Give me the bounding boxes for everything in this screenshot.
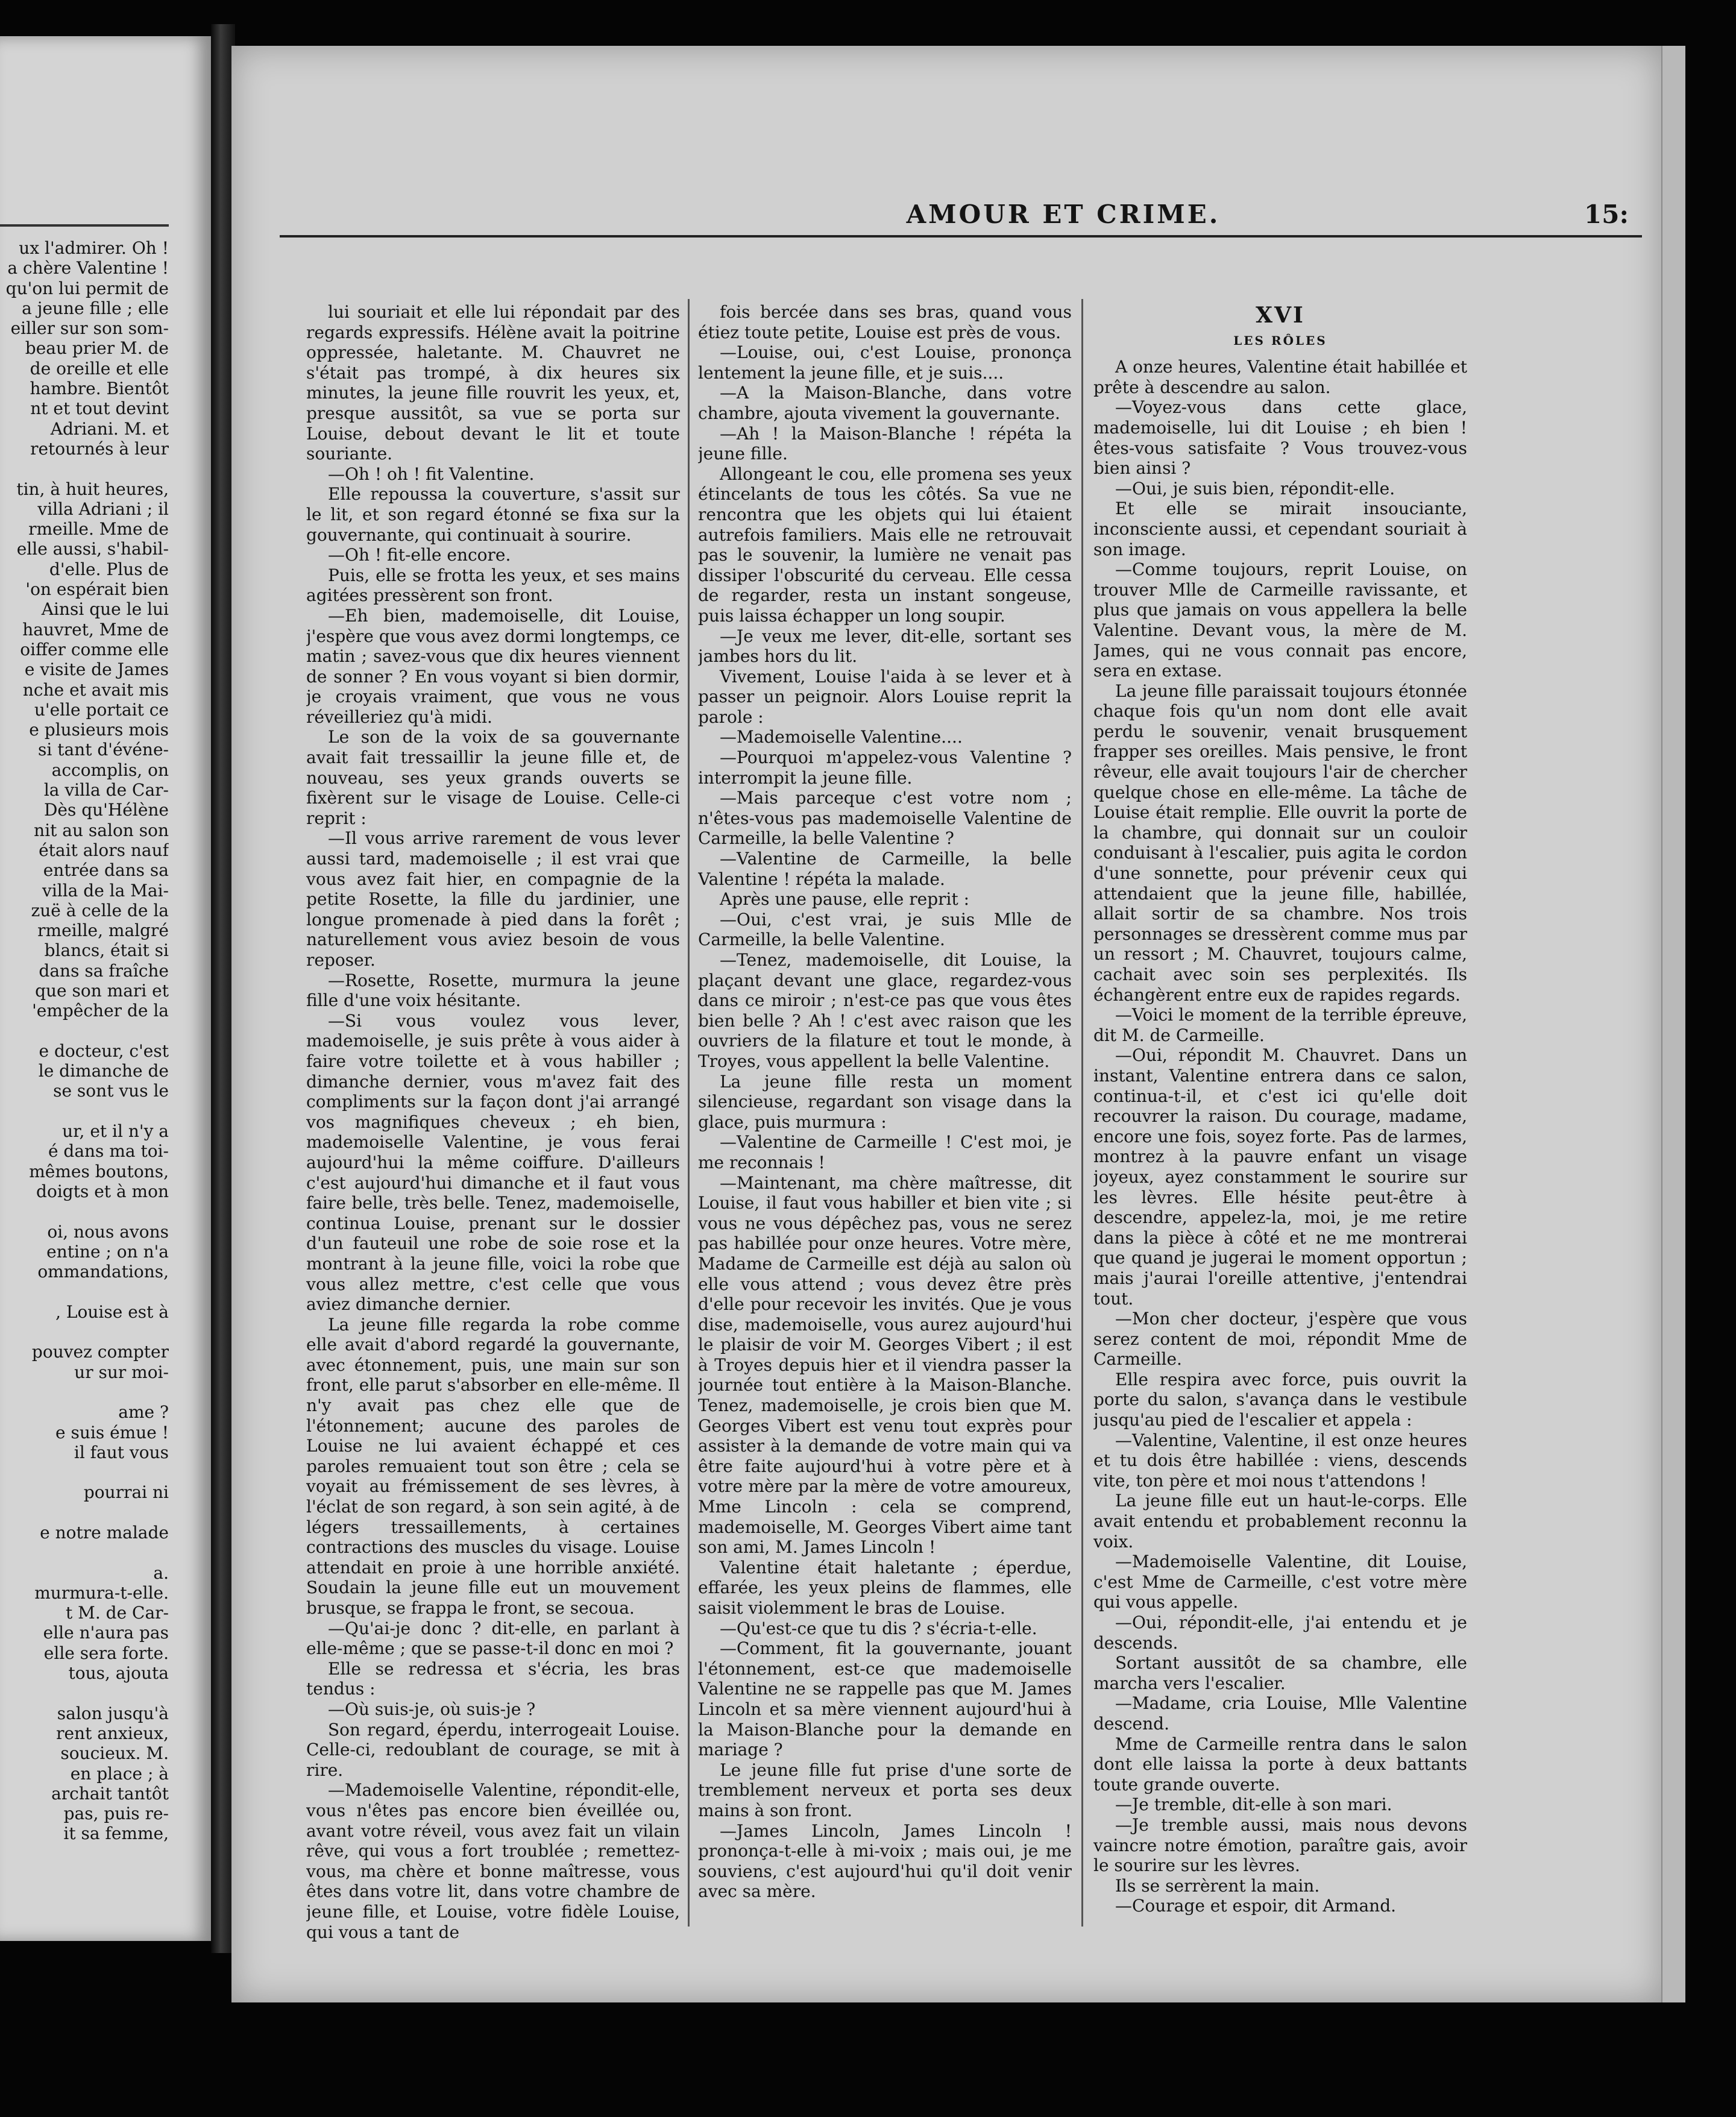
column-divider [688, 299, 690, 1927]
facing-page-left [0, 36, 211, 1941]
text-line: elle n'aura pas [43, 1623, 169, 1643]
paragraph: —Maintenant, ma chère maîtresse, dit Louise, il faut vous habiller et bien vite ; si vous ne vous dépêchez pas, vous ne serez pas habillée pour onze heures. Votre mère, Madame de Carmeille est déjà au salon où elle vous attend ; vous devez être près d'elle pour recevoir les invités. Que je vous dise, mademoiselle, vous aurez aujourd'hui le plaisir de voir M. Georges Vibert ; il est à Troyes depuis hier et il viendra passer la journée tout entière à la Maison-Blanche. Tenez, mademoiselle, je crois bien que M. Georges Vibert est venu tout exprès pour assister à la demande de votre main qui va être faite aujourd'hui à votre père et à votre mère par la mère de votre amoureux, Mme Lincoln : cela se comprend, mademoiselle, M. Georges Vibert aime tant son ami, M. James Lincoln ! [698, 1172, 1072, 1558]
text-line: Adriani. M. et [50, 418, 169, 439]
paragraph: —Mademoiselle Valentine.... [720, 727, 963, 747]
text-line [0, 1462, 169, 1482]
paragraph: La jeune fille resta un moment silencieuse, regardant son visage dans la glace, puis murmura : [698, 1071, 1072, 1132]
paragraph: Après une pause, elle reprit : [720, 889, 970, 910]
facing-page-column-fragment [0, 238, 169, 1926]
text-line: salon jusqu'à [57, 1703, 169, 1723]
text-line: Ainsi que le lui [41, 599, 169, 620]
text-line: a jeune fille ; elle [22, 298, 169, 318]
paragraph: La jeune fille paraissait toujours étonnée chaque fois qu'un nom dont elle avait perdu le souvenir, venait brusquement frapper ses oreilles. Mais pensive, le front rêveur, elle avait toujours l'air de chercher quelque chose en elle-même. La tâche de Louise était remplie. Elle ouvrit la porte de la chambre, qui donnait sur un couloir conduisant à l'escalier, puis agita le cordon d'une sonnette, pour prévenir ceux qui attendaient que la jeune fille, habillée, allait sortir de sa chambre. Nos trois personnages se dressèrent comme mus par un ressort ; M. Chauvret, toujours calme, cachait avec soin ses perplexités. Ils échangèrent entre eux de rapides regards. [1093, 681, 1467, 1005]
page-edge [1661, 46, 1685, 2002]
paragraph: —Courage et espoir, dit Armand. [1115, 1896, 1397, 1916]
paragraph: Sortant aussitôt de sa chambre, elle marcha vers l'escalier. [1093, 1653, 1467, 1693]
paragraph: Elle se redressa et s'écria, les bras tendus : [306, 1658, 680, 1699]
text-line: e suis émue ! [55, 1422, 169, 1442]
text-line: entine ; on n'a [46, 1241, 169, 1262]
text-line: a. [153, 1562, 169, 1583]
text-line: blancs, était si [44, 940, 169, 961]
text-line: e visite de James [24, 659, 169, 680]
text-column-2 [698, 302, 1072, 1954]
text-line: pas, puis re- [63, 1804, 169, 1824]
text-line: a chère Valentine ! [7, 258, 169, 278]
paragraph: Ils se serrèrent la main. [1115, 1875, 1320, 1896]
paragraph: —Je veux me lever, dit-elle, sortant ses jambes hors du lit. [698, 626, 1072, 667]
text-line: archait tantôt [51, 1783, 169, 1804]
text-line: ur sur moi- [74, 1362, 169, 1382]
text-line [0, 1543, 169, 1562]
paragraph: —Si vous voulez vous lever, mademoiselle, je suis prête à vous aider à faire votre toilette et à vous habiller ; dimanche dernier, vous m'avez fait des compliments sur la façon dont j'ai arrangé vos magnifiques cheveux ; eh bien, mademoiselle Valentine, je vous ferai aujourd'hui la même coiffure. D'ailleurs c'est aujourd'hui dimanche et il faut vous faire belle, très belle. Tenez, mademoiselle, continua Louise, prenant sur le dossier d'un fauteuil une robe de soie rose et la montrant à la jeune fille, voici la robe que vous allez mettre, c'est celle que vous aviez dimanche dernier. [306, 1010, 680, 1315]
text-line: murmura-t-elle. [34, 1582, 169, 1603]
paragraph: —Eh bien, mademoiselle, dit Louise, j'espère que vous avez dormi longtemps, ce matin ; savez-vous que dix heures viennent de sonner ? En vous voyant si bien dormir, je croyais vraiment, que vous ne vous réveilleriez qu'à midi. [306, 605, 680, 727]
text-line: soucieux. M. [60, 1743, 169, 1764]
text-line: retournés à leur [30, 438, 169, 459]
text-line: e plusieurs mois [29, 720, 169, 740]
text-line: villa de la Mai- [42, 880, 169, 901]
paragraph: —Madame, cria Louise, Mlle Valentine descend. [1093, 1693, 1467, 1734]
text-column-3 [1093, 302, 1467, 1954]
paragraph: Le son de la voix de sa gouvernante avait fait tressaillir la jeune fille et, de nouveau, ses yeux grands ouverts se fixèrent sur le visage de Louise. Celle-ci reprit : [306, 727, 680, 828]
text-line: si tant d'événe- [38, 740, 169, 760]
paragraph: —Comme toujours, reprit Louise, on trouver Mlle de Carmeille ravissante, et plus que jamais on vous appellera la belle Valentine. Devant vous, la mère de M. James, qui ne vous connait pas encore, sera en extase. [1093, 559, 1467, 681]
text-line: hambre. Bientôt [30, 379, 169, 399]
paragraph: —Mais parceque c'est votre nom ; n'êtes-vous pas mademoiselle Valentine de Carmeille, la belle Valentine ? [698, 788, 1072, 849]
paragraph: —Mademoiselle Valentine, dit Louise, c'est Mme de Carmeille, c'est votre mère qui vous appelle. [1093, 1552, 1467, 1612]
text-line: la villa de Car- [43, 780, 169, 801]
paragraph: Valentine était haletante ; éperdue, effarée, les yeux pleins de flammes, elle saisit violemment le bras de Louise. [698, 1557, 1072, 1618]
paragraph: Puis, elle se frotta les yeux, et ses mains agitées pressèrent son front. [306, 565, 680, 606]
running-head: AMOUR ET CRIME. [906, 200, 1221, 229]
text-line [0, 1322, 169, 1342]
paragraph: —Rosette, Rosette, murmura la jeune fille d'une voix hésitante. [306, 970, 680, 1011]
text-line: 'empêcher de la [32, 1001, 169, 1021]
text-line: ur, et il n'y a [62, 1121, 169, 1142]
text-line: tous, ajouta [68, 1663, 169, 1684]
paragraph: —Pourquoi m'appelez-vous Valentine ? interrompit la jeune fille. [698, 747, 1072, 788]
text-line: e notre malade [40, 1523, 169, 1543]
text-line: u'elle portait ce [34, 699, 169, 720]
text-line: é dans ma toi- [48, 1141, 169, 1162]
paragraph: —Valentine, Valentine, il est onze heures et tu dois être habillée : viens, descends vite, ton père et moi nous t'attendons ! [1093, 1430, 1467, 1491]
paragraph: —James Lincoln, James Lincoln ! prononça-t-elle à mi-voix ; mais oui, je me souviens, c'est aujourd'hui qu'il doit venir avec sa mère. [698, 1820, 1072, 1902]
paragraph: —Qu'ai-je donc ? dit-elle, en parlant à elle-même ; que se passe-t-il donc en moi ? [306, 1618, 680, 1659]
paragraph: Le jeune fille fut prise d'une sorte de tremblement nerveux et porta ses deux mains à son front. [698, 1760, 1072, 1820]
paragraph: Mme de Carmeille rentra dans le salon dont elle laissa la porte à deux battants toute grande ouverte. [1093, 1734, 1467, 1795]
text-line: t M. de Car- [66, 1603, 169, 1623]
chapter-number: XVI [1256, 303, 1305, 328]
paragraph: —A la Maison-Blanche, dans votre chambre, ajouta vivement la gouvernante. [698, 383, 1072, 423]
column-divider [1081, 299, 1083, 1927]
text-line: que son mari et [35, 980, 169, 1001]
paragraph: —Qu'est-ce que tu dis ? s'écria-t-elle. [720, 1618, 1037, 1638]
text-line [0, 1101, 169, 1121]
text-line: zuë à celle de la [31, 900, 169, 920]
text-line [0, 1021, 169, 1041]
paragraph: —Valentine de Carmeille, la belle Valentine ! répéta la malade. [698, 849, 1072, 889]
paragraph: —Oui, répondit M. Chauvret. Dans un instant, Valentine entrera dans ce salon, continua-t-il, et c'est ici qu'elle doit recouvrer la raison. Du courage, madame, encore une fois, soyez forte. Pas de larmes, montrez à la pauvre enfant un visage joyeux, ayez constamment le sourire sur les lèvres. Elle hésite peut-être à descendre, appelez-la, moi, je me retire dans la pièce à côté et ne me montrerai que quand je jugerai le moment opportun ; mais j'aurai l'oreille attentive, j'entendrai tout. [1093, 1045, 1467, 1309]
text-line [0, 459, 169, 479]
text-line: tin, à huit heures, [16, 479, 169, 499]
paragraph: —Valentine de Carmeille ! C'est moi, je me reconnais ! [698, 1132, 1072, 1172]
paragraph: —Ah ! la Maison-Blanche ! répéta la jeune fille. [698, 423, 1072, 464]
paragraph: Et elle se mirait insouciante, inconsciente aussi, et cependant souriait à son image. [1093, 499, 1467, 559]
text-line: ame ? [118, 1402, 169, 1423]
text-column-1 [306, 302, 680, 1954]
facing-page-header-rule [0, 224, 169, 227]
text-line [0, 1382, 169, 1402]
text-line: beau prier M. de [25, 338, 169, 359]
text-line: entrée dans sa [43, 860, 169, 881]
text-line: accomplis, on [51, 760, 169, 780]
text-line: pouvez compter [31, 1342, 169, 1362]
text-line: e docteur, c'est [39, 1040, 169, 1061]
text-line [0, 1282, 169, 1301]
text-line: oiffer comme elle [20, 639, 169, 659]
paragraph: Elle respira avec force, puis ouvrit la porte du salon, s'avança dans le vestibule jusqu'au pied de l'escalier et appela : [1093, 1369, 1467, 1430]
text-line: 'on espérait bien [25, 579, 169, 600]
text-line: nit au salon son [34, 820, 169, 840]
text-line: rent anxieux, [56, 1723, 169, 1743]
paragraph: Elle repoussa la couverture, s'assit sur le lit, et son regard étonné se fixa sur la gouvernante, qui continuait à sourire. [306, 484, 680, 545]
text-line: était alors nauf [39, 840, 169, 860]
page-number: 15: [1584, 200, 1629, 229]
paragraph: —Voici le moment de la terrible épreuve, dit M. de Carmeille. [1093, 1005, 1467, 1045]
text-line: de oreille et elle [30, 358, 169, 379]
text-line: dans sa fraîche [39, 960, 169, 981]
paragraph: —Mon cher docteur, j'espère que vous serez content de moi, répondit Mme de Carmeille. [1093, 1309, 1467, 1370]
paragraph: Allongeant le cou, elle promena ses yeux étincelants de tous les côtés. Sa vue ne rencontra que les objets qui lui étaient autrefois familiers. Mais elle ne retrouvait pas le souvenir, la lumière ne venait pas dissiper l'obscurité du cerveau. Elle cessa de regarder, resta un instant songeuse, puis laissa échapper un long soupir. [698, 464, 1072, 626]
paragraph: Son regard, éperdu, interrogeait Louise. Celle-ci, redoublant de courage, se mit à rire. [306, 1719, 680, 1780]
text-line: ux l'admirer. Oh ! [19, 238, 169, 258]
text-line: d'elle. Plus de [49, 559, 169, 579]
paragraph: La jeune fille eut un haut-le-corps. Elle avait entendu et probablement reconnu la voix. [1093, 1491, 1467, 1552]
paragraph: —Louise, oui, c'est Louise, prononça lentement la jeune fille, et je suis.... [698, 342, 1072, 383]
paragraph: La jeune fille regarda la robe comme elle avait d'abord regardé la gouvernante, avec étonnement, puis, une main sur son front, elle parut s'absorber en elle-même. Il n'y avait pas chez elle que de l'étonnement; aucune des paroles de Louise ne lui avaient échappé et ces paroles remuaient tout son être ; cela se voyait au frémissement de ses lèvres, à l'éclat de son regard, à son sein agité, à de légers tressaillements, à certaines contractions des muscles du visage. Louise attendait en proie à une horrible anxiété. Soudain la jeune fille eut un mouvement brusque, se frappa le front, se secoua. [306, 1314, 680, 1618]
text-line: mêmes boutons, [29, 1161, 169, 1181]
paragraph: —Je tremble, dit-elle à son mari. [1115, 1795, 1392, 1815]
header-rule [280, 235, 1642, 237]
text-line [0, 1201, 169, 1221]
text-line: nche et avait mis [22, 679, 169, 700]
text-line: elle aussi, s'habil- [16, 539, 169, 559]
paragraph: —Tenez, mademoiselle, dit Louise, la plaçant devant une glace, regardez-vous dans ce miroir ; n'est-ce pas que vous êtes bien belle ? Ah ! c'est avec raison que les ouvriers de la filature et tout le monde, à Troyes, vous appellent la belle Valentine. [698, 950, 1072, 1071]
text-line: nt et tout devint [30, 398, 169, 419]
paragraph: —Oh ! fit-elle encore. [328, 545, 511, 565]
text-line: oi, nous avons [47, 1221, 169, 1242]
text-line: pourrai ni [83, 1482, 169, 1503]
text-line: eiller sur son som- [10, 318, 169, 339]
text-line: ommandations, [37, 1262, 169, 1282]
text-line: it sa femme, [63, 1823, 169, 1844]
chapter-title: LES RÔLES [1233, 333, 1327, 348]
paragraph: —Comment, fit la gouvernante, jouant l'étonnement, est-ce que mademoiselle Valentine ne se rappelle pas que M. James Lincoln et sa mère viennent aujourd'hui à la Maison-Blanche pour la demande en mariage ? [698, 1638, 1072, 1760]
paragraph: —Oh ! oh ! fit Valentine. [328, 464, 535, 484]
text-line: il faut vous [74, 1442, 169, 1462]
paragraph: —Voyez-vous dans cette glace, mademoiselle, lui dit Louise ; eh bien ! êtes-vous satisfaite ? Vous trouvez-vous bien ainsi ? [1093, 397, 1467, 479]
text-line: qu'on lui permit de [5, 278, 169, 298]
paragraph: —Où suis-je, où suis-je ? [328, 1699, 536, 1719]
text-line: le dimanche de [38, 1061, 169, 1081]
text-line: hauvret, Mme de [22, 619, 169, 640]
paragraph: Vivement, Louise l'aida à se lever et à passer un peignoir. Alors Louise reprit la parole : [698, 666, 1072, 727]
text-line: rmeille, malgré [37, 920, 169, 941]
paragraph: —Mademoiselle Valentine, répondit-elle, vous n'êtes pas encore bien éveillée ou, avant votre réveil, vous avez fait un vilain rêve, qui vous a fort troublée ; remettez-vous, ma chère et bonne maîtresse, vous êtes dans votre lit, dans votre chambre de jeune fille, et Louise, votre fidèle Louise, qui vous a tant de [306, 1780, 680, 1942]
paragraph: —Oui, je suis bien, répondit-elle. [1115, 478, 1395, 499]
text-line [0, 1683, 169, 1703]
paragraph: —Oui, c'est vrai, je suis Mlle de Carmeille, la belle Valentine. [698, 909, 1072, 950]
paragraph: lui souriait et elle lui répondait par des regards expressifs. Hélène avait la poitrine oppressée, haletante. M. Chauvret ne s'était pas trompé, à dix heures six minutes, la jeune fille rouvrit les yeux, et, presque aussitôt, sa vue se porta sur Louise, debout devant le lit et toute souriante. [306, 302, 680, 464]
text-line: , Louise est à [55, 1301, 169, 1322]
text-line: doigts et à mon [36, 1181, 169, 1201]
paragraph: fois bercée dans ses bras, quand vous étiez toute petite, Louise est près de vous. [698, 302, 1072, 342]
text-line [0, 1503, 169, 1523]
paragraph: —Je tremble aussi, mais nous devons vaincre notre émotion, paraître gais, avoir le sourire sur les lèvres. [1093, 1814, 1467, 1876]
text-line: se sont vus le [53, 1081, 169, 1101]
text-line: Dès qu'Hélène [43, 800, 169, 820]
paragraph: A onze heures, Valentine était habillée et prête à descendre au salon. [1093, 357, 1467, 397]
page-sheet [231, 46, 1661, 2002]
paragraph: —Il vous arrive rarement de vous lever aussi tard, mademoiselle ; il est vrai que vous avez fait hier, en compagnie de la petite Rosette, la fille du jardinier, une longue promenade à pied dans la forêt ; naturellement vous aviez besoin de vous reposer. [306, 828, 680, 970]
text-line: elle sera forte. [43, 1643, 169, 1663]
text-line: en place ; à [70, 1763, 169, 1784]
text-line: rmeille. Mme de [28, 519, 169, 539]
paragraph: —Oui, répondit-elle, j'ai entendu et je descends. [1093, 1612, 1467, 1653]
text-line: villa Adriani ; il [37, 499, 169, 519]
